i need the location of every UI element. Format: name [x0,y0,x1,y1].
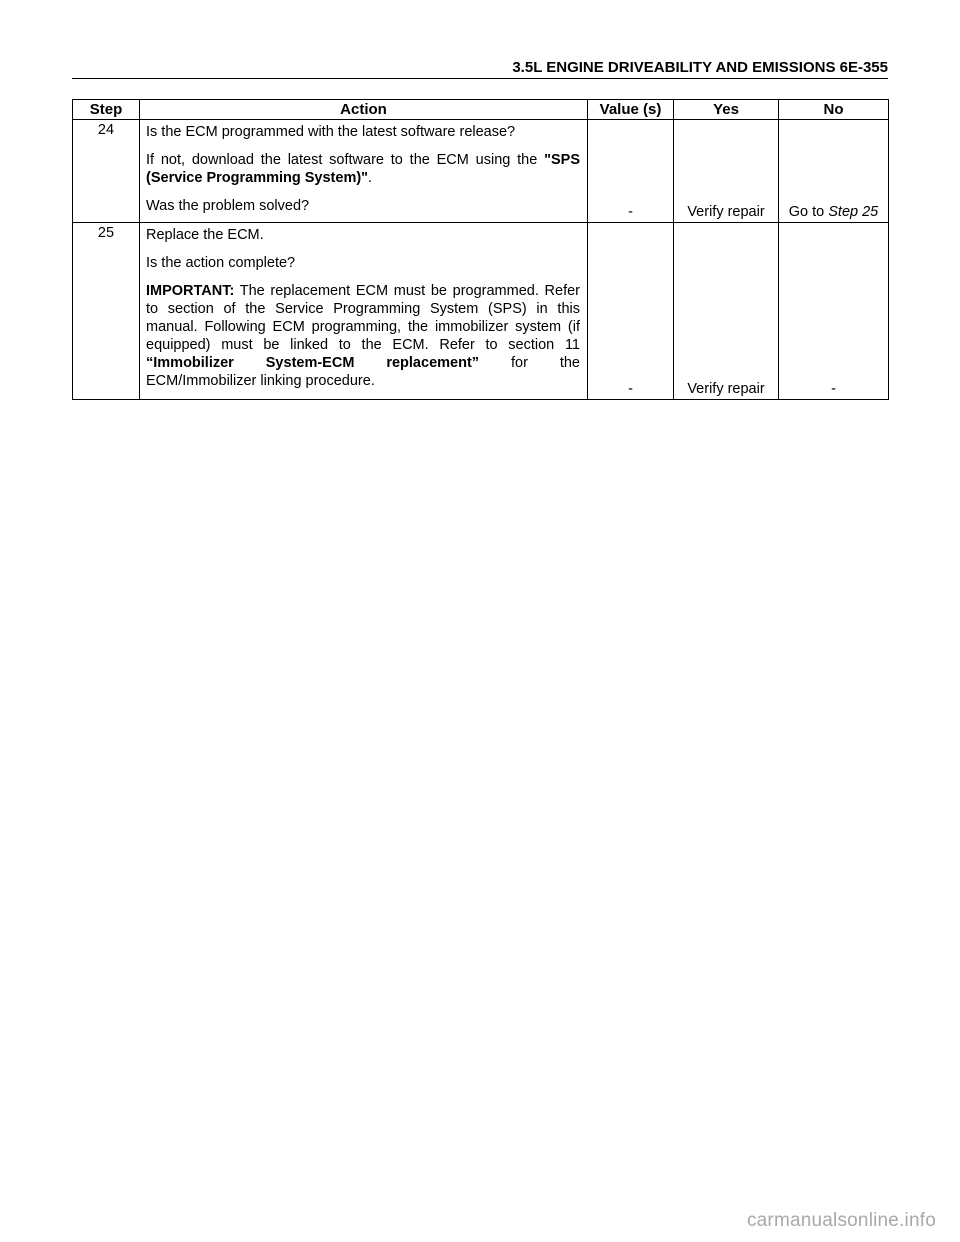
action-text: Was the problem solved? [146,198,310,214]
action-text: Is the action complete? [146,255,296,271]
action-cell [140,120,588,223]
table-header-row [73,100,889,120]
table-row [73,120,889,223]
action-text: Replace the ECM. [146,227,264,243]
step-cell: 25 [73,223,140,400]
important-note: IMPORTANT: The replacement ECM must be programmed. Refer to section of the Service Programming System (SPS) in this manual. Following ECM programming, the immobilizer system (if equipped) must be linked to the ECM. Refer to section 11 “Immobilizer System-ECM replacement” for the ECM/Immobilizer linking procedure. [146,283,580,389]
column-header-action: Action [140,100,588,120]
sps-reference: "SPS (Service Programming System)" [146,152,580,186]
no-cell: - [779,223,889,400]
diagnostic-table [72,99,889,400]
action-text: If not, download the latest software to the ECM using the "SPS (Service Programming System)". [146,152,580,186]
column-header-value: Value (s) [588,100,674,120]
action-text: Is the ECM programmed with the latest software release? [146,124,516,140]
column-header-step: Step [73,100,140,120]
watermark: carmanualsonline.info [746,1210,936,1231]
yes-cell: Verify repair [674,120,779,223]
value-cell: - [588,223,674,400]
yes-cell: Verify repair [674,223,779,400]
column-header-yes: Yes [674,100,779,120]
immobilizer-reference: “Immobilizer System-ECM replacement” [146,355,480,371]
important-label: IMPORTANT: [146,283,235,299]
page-title: 3.5L ENGINE DRIVEABILITY AND EMISSIONS 6E-355 [512,59,888,76]
column-header-no: No [779,100,889,120]
step-cell: 24 [73,120,140,223]
table-row [73,223,889,400]
step-link: Step 25 [828,204,879,220]
page-header [72,58,888,79]
value-cell: - [588,120,674,223]
no-cell: Go to Step 25 [779,120,889,223]
action-cell [140,223,588,400]
